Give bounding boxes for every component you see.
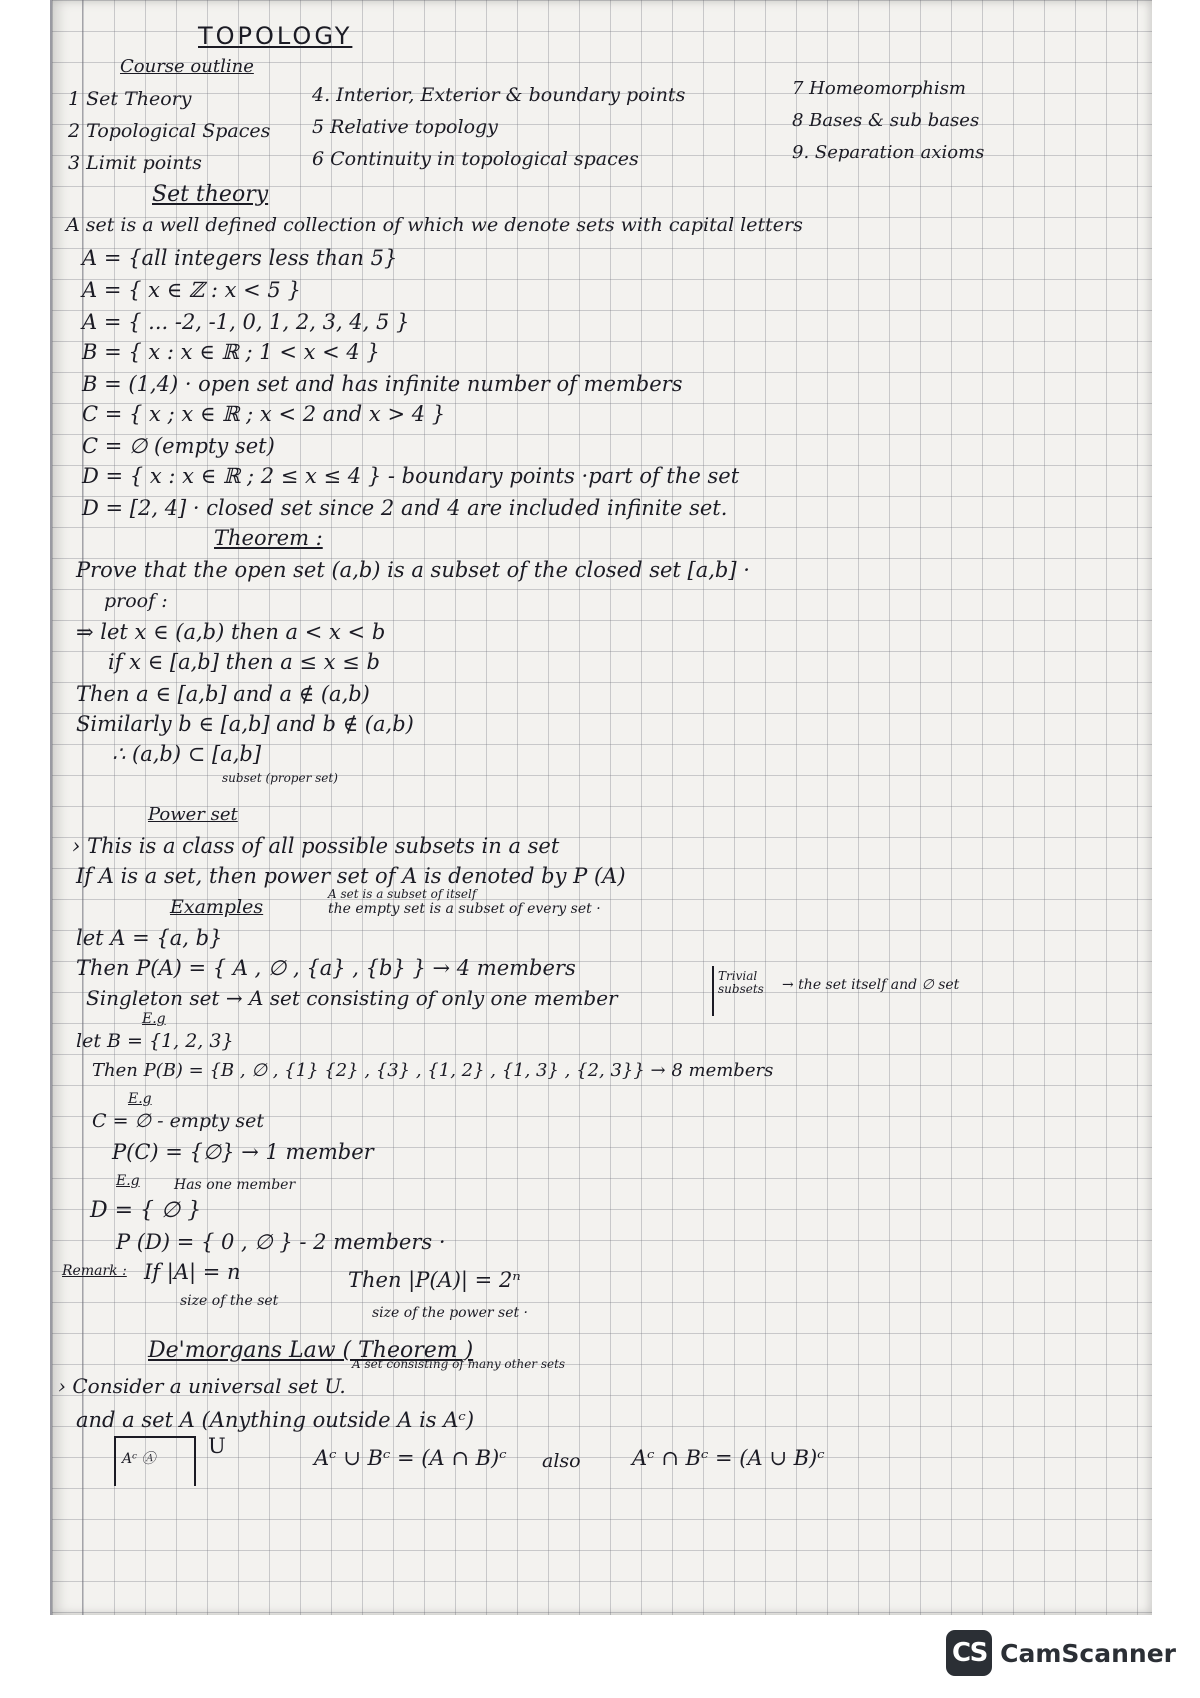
text-line: P(C) = {∅} → 1 member xyxy=(112,1140,374,1164)
remark-left-note: size of the set xyxy=(180,1293,279,1309)
text-line: Then P(A) = { A , ∅ , {a} , {b} } → 4 members xyxy=(76,956,576,980)
proof-label: proof : xyxy=(104,590,168,612)
text-line: A = {all integers less than 5} xyxy=(82,246,398,270)
outline-item-9: 9. Separation axioms xyxy=(792,142,985,163)
remark-right: Then |P(A)| = 2ⁿ xyxy=(348,1268,521,1292)
text-line: Then P(B) = {B , ∅ , {1} {2} , {3} , {1, 2} , {1, 3} , {2, 3}} → 8 members xyxy=(92,1060,774,1081)
text-line: let B = {1, 2, 3} xyxy=(76,1030,234,1052)
text-line: B = (1,4) · open set and has infinite number of members xyxy=(82,372,683,396)
margin-line xyxy=(82,0,83,1615)
camscanner-logo-text: CamScanner xyxy=(1000,1638,1176,1668)
demorgan-heading: De'morgans Law ( Theorem ) xyxy=(148,1338,474,1363)
remark-left: If |A| = n xyxy=(144,1260,241,1284)
text-line: D = { x : x ∈ ℝ ; 2 ≤ x ≤ 4 } - boundary points ·part of the set xyxy=(82,464,740,488)
proof-line: if x ∈ [a,b] then a ≤ x ≤ b xyxy=(108,650,380,674)
proof-line: ⇒ let x ∈ (a,b) then a < x < b xyxy=(76,620,386,644)
theorem-heading: Theorem : xyxy=(214,526,323,550)
eg-label: E.g xyxy=(142,1011,166,1027)
proof-line: Then a ∈ [a,b] and a ∉ (a,b) xyxy=(76,682,370,706)
power-note: A set is a subset of itself xyxy=(328,887,477,901)
course-outline-heading: Course outline xyxy=(120,56,254,77)
text-line: A = { ... -2, -1, 0, 1, 2, 3, 4, 5 } xyxy=(82,310,410,334)
outline-item-4: 4. Interior, Exterior & boundary points xyxy=(312,84,686,106)
camscanner-logo-icon: CS xyxy=(946,1630,992,1676)
remark-label: Remark : xyxy=(62,1263,127,1279)
outline-item-7: 7 Homeomorphism xyxy=(792,78,966,99)
power-note: the empty set is a subset of every set · xyxy=(328,901,601,917)
text-line: D = { ∅ } xyxy=(90,1198,202,1223)
page-title: TOPOLOGY xyxy=(198,22,353,50)
outline-item-2: 2 Topological Spaces xyxy=(68,120,271,142)
formula-also: also xyxy=(542,1450,581,1472)
outline-item-5: 5 Relative topology xyxy=(312,116,498,138)
text-line: let A = {a, b} xyxy=(76,926,223,950)
text-line: Singleton set → A set consisting of only one member xyxy=(86,986,618,1010)
text-line: C = ∅ - empty set xyxy=(92,1110,265,1132)
eg-label: E.g xyxy=(128,1091,152,1107)
camscanner-watermark xyxy=(946,1628,1176,1678)
text-line: C = { x ; x ∈ ℝ ; x < 2 and x > 4 } xyxy=(82,402,446,426)
remark-right-note: size of the power set · xyxy=(372,1305,529,1321)
venn-universal-label: U xyxy=(208,1434,226,1458)
power-set-heading: Power set xyxy=(148,804,238,825)
trivial-subsets-label: Trivial subsets xyxy=(718,969,764,997)
text-line: › Consider a universal set U. xyxy=(58,1374,346,1398)
notebook-page xyxy=(50,0,1152,1615)
eg-label: E.g xyxy=(116,1173,140,1189)
proof-line: Similarly b ∈ [a,b] and b ∉ (a,b) xyxy=(76,712,414,736)
set-theory-heading: Set theory xyxy=(152,182,269,207)
venn-label: Aᶜ Ⓐ xyxy=(122,1451,156,1467)
text-line: A set is a well defined collection of which we denote sets with capital letters xyxy=(66,214,803,236)
text-line: C = ∅ (empty set) xyxy=(82,434,275,458)
trivial-note: → the set itself and ∅ set xyxy=(782,977,960,993)
text-line: A = { x ∈ ℤ : x < 5 } xyxy=(82,278,301,302)
outline-item-8: 8 Bases & sub bases xyxy=(792,110,980,131)
subset-note: subset (proper set) xyxy=(222,771,338,785)
text-line: If A is a set, then power set of A is denoted by P (A) xyxy=(76,864,626,888)
text-line: B = { x : x ∈ ℝ ; 1 < x < 4 } xyxy=(82,340,380,364)
demorgan-formula-2: Aᶜ ∩ Bᶜ = (A ∪ B)ᶜ xyxy=(632,1446,825,1470)
text-line: D = [2, 4] · closed set since 2 and 4 are included infinite set. xyxy=(82,496,728,520)
brace-line xyxy=(712,966,714,1016)
text-line: › This is a class of all possible subsets in a set xyxy=(72,834,560,858)
outline-item-1: 1 Set Theory xyxy=(68,88,192,110)
universal-note: A set consisting of many other sets xyxy=(352,1357,566,1371)
text-line: and a set A (Anything outside A is Aᶜ) xyxy=(76,1408,475,1432)
proof-conclusion: ∴ (a,b) ⊂ [a,b] xyxy=(112,742,262,766)
examples-heading: Examples xyxy=(170,896,264,918)
theorem-statement: Prove that the open set (a,b) is a subset of the closed set [a,b] · xyxy=(76,558,750,582)
demorgan-formula-1: Aᶜ ∪ Bᶜ = (A ∩ B)ᶜ xyxy=(314,1446,507,1470)
has-one-member-note: Has one member xyxy=(174,1177,296,1193)
text-line: P (D) = { 0 , ∅ } - 2 members · xyxy=(116,1230,446,1254)
outline-item-6: 6 Continuity in topological spaces xyxy=(312,148,639,170)
outline-item-3: 3 Limit points xyxy=(68,152,202,174)
